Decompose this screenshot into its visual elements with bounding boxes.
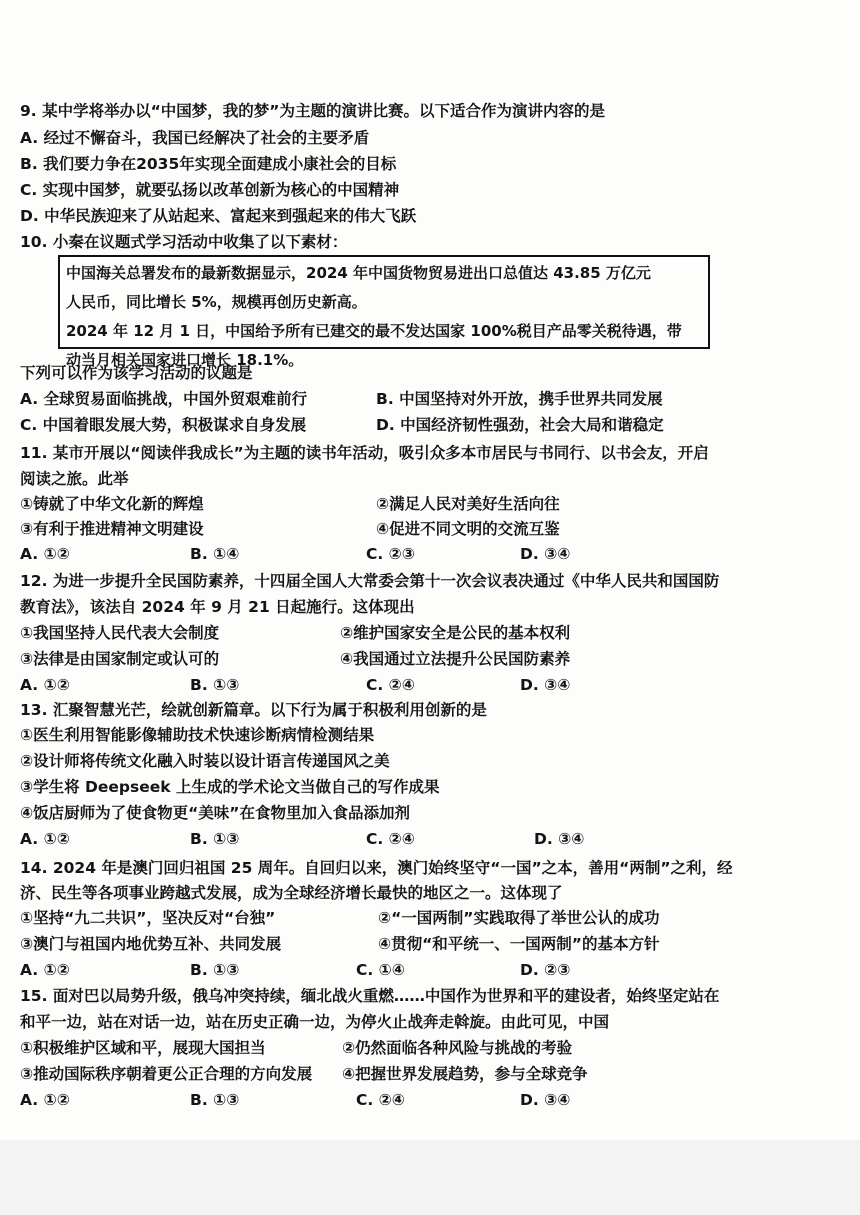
q11-statement-3: ③有利于推进精神文明建设 — [20, 520, 204, 538]
q10-option-c: C. 中国着眼发展大势，积极谋求自身发展 — [20, 416, 307, 434]
q15-statement-4: ④把握世界发展趋势，参与全球竞争 — [342, 1065, 588, 1083]
q14-statement-4: ④贯彻“和平统一、一国两制”的基本方针 — [378, 935, 660, 953]
q10-option-a: A. 全球贸易面临挑战，中国外贸艰难前行 — [20, 390, 308, 408]
q10-material-line-4: 动当月相关国家进口增长 18.1%。 — [66, 351, 304, 369]
page-bottom-margin — [0, 1140, 860, 1215]
q10-material-box — [58, 255, 710, 369]
q9-option-c: C. 实现中国梦，就要弘扬以改革创新为核心的中国精神 — [20, 181, 400, 199]
q11-option-b: B. ①④ — [190, 545, 240, 563]
q12-option-a: A. ①② — [20, 676, 70, 694]
q12-option-b: B. ①③ — [190, 676, 240, 694]
q13-option-d: D. ③④ — [534, 830, 585, 848]
q15-statement-1: ①积极维护区域和平，展现大国担当 — [20, 1039, 266, 1057]
q14-option-d: D. ②③ — [520, 961, 571, 979]
q10-material-line-3: 2024 年 12 月 1 日，中国给予所有已建交的最不发达国家 100%税目产品零关税待遇，带 — [66, 322, 682, 340]
q12-stem-line-1: 12. 为进一步提升全民国防素养，十四届全国人大常委会第十一次会议表决通过《中华人民共和国国防 — [20, 572, 720, 590]
q14-stem-line-2: 济、民生等各项事业跨越式发展，成为全球经济增长最快的地区之一。这体现了 — [20, 884, 563, 902]
q14-stem-line-1: 14. 2024 年是澳门回归祖国 25 周年。自回归以来，澳门始终坚守“一国”之本，善用“两制”之利，经 — [20, 859, 733, 877]
q10-stem: 10. 小秦在议题式学习活动中收集了以下素材： — [20, 233, 348, 251]
q15-option-a: A. ①② — [20, 1091, 70, 1109]
q15-stem-line-1: 15. 面对巴以局势升级，俄乌冲突持续，缅北战火重燃……中国作为世界和平的建设者，始终坚定站在 — [20, 987, 720, 1005]
q10-material-line-2: 人民币，同比增长 5%，规模再创历史新高。 — [66, 293, 367, 311]
q13-statement-3: ③学生将 Deepseek 上生成的学术论文当做自己的写作成果 — [20, 778, 440, 796]
q11-statement-2: ②满足人民对美好生活向往 — [376, 495, 560, 513]
q13-option-b: B. ①③ — [190, 830, 240, 848]
q9-option-d: D. 中华民族迎来了从站起来、富起来到强起来的伟大飞跃 — [20, 207, 417, 225]
q11-stem-line-2: 阅读之旅。此举 — [20, 470, 129, 488]
q13-statement-2: ②设计师将传统文化融入时装以设计语言传递国风之美 — [20, 752, 390, 770]
q11-option-a: A. ①② — [20, 545, 70, 563]
q13-option-a: A. ①② — [20, 830, 70, 848]
q11-statement-1: ①铸就了中华文化新的辉煌 — [20, 495, 204, 513]
q12-statement-2: ②维护国家安全是公民的基本权利 — [340, 624, 571, 642]
q13-statement-1: ①医生利用智能影像辅助技术快速诊断病情检测结果 — [20, 726, 375, 744]
q14-option-c: C. ①④ — [356, 961, 405, 979]
q15-option-c: C. ②④ — [356, 1091, 405, 1109]
q14-option-b: B. ①③ — [190, 961, 240, 979]
q13-statement-4: ④饭店厨师为了使食物更“美味”在食物里加入食品添加剂 — [20, 804, 410, 822]
q12-statement-1: ①我国坚持人民代表大会制度 — [20, 624, 220, 642]
q14-statement-1: ①坚持“九二共识”，坚决反对“台独” — [20, 909, 276, 927]
q13-option-c: C. ②④ — [366, 830, 415, 848]
q14-statement-3: ③澳门与祖国内地优势互补、共同发展 — [20, 935, 282, 953]
q10-material-line-1: 中国海关总署发布的最新数据显示，2024 年中国货物贸易进出口总值达 43.85 万亿元 — [66, 264, 651, 282]
q15-statement-2: ②仍然面临各种风险与挑战的考验 — [342, 1039, 573, 1057]
q14-option-a: A. ①② — [20, 961, 70, 979]
q14-statement-2: ②“一国两制”实践取得了举世公认的成功 — [378, 909, 660, 927]
q12-stem-line-2: 教育法》，该法自 2024 年 9 月 21 日起施行。这体现出 — [20, 598, 415, 616]
q15-stem-line-2: 和平一边，站在对话一边，站在历史正确一边，为停火止战奔走斡旋。由此可见，中国 — [20, 1013, 610, 1031]
q11-statement-4: ④促进不同文明的交流互鉴 — [376, 520, 560, 538]
q10-option-d: D. 中国经济韧性强劲，社会大局和谐稳定 — [376, 416, 664, 434]
q11-option-d: D. ③④ — [520, 545, 571, 563]
q13-stem: 13. 汇聚智慧光芒，绘就创新篇章。以下行为属于积极利用创新的是 — [20, 701, 487, 719]
q15-statement-3: ③推动国际秩序朝着更公正合理的方向发展 — [20, 1065, 313, 1083]
q12-statement-3: ③法律是由国家制定或认可的 — [20, 650, 220, 668]
q15-option-b: B. ①③ — [190, 1091, 240, 1109]
q10-option-b: B. 中国坚持对外开放，携手世界共同发展 — [376, 390, 663, 408]
q10-prompt: 下列可以作为该学习活动的议题是 — [20, 364, 253, 382]
q11-stem-line-1: 11. 某市开展以“阅读伴我成长”为主题的读书年活动，吸引众多本市居民与书同行、以书会友，开启 — [20, 444, 709, 462]
q11-option-c: C. ②③ — [366, 545, 415, 563]
q12-option-c: C. ②④ — [366, 676, 415, 694]
q12-statement-4: ④我国通过立法提升公民国防素养 — [340, 650, 571, 668]
q12-option-d: D. ③④ — [520, 676, 571, 694]
q9-option-b: B. 我们要力争在2035年实现全面建成小康社会的目标 — [20, 155, 397, 173]
q15-option-d: D. ③④ — [520, 1091, 571, 1109]
q9-option-a: A. 经过不懈奋斗，我国已经解决了社会的主要矛盾 — [20, 129, 370, 147]
q9-stem: 9. 某中学将举办以“中国梦，我的梦”为主题的演讲比赛。以下适合作为演讲内容的是 — [20, 102, 605, 120]
